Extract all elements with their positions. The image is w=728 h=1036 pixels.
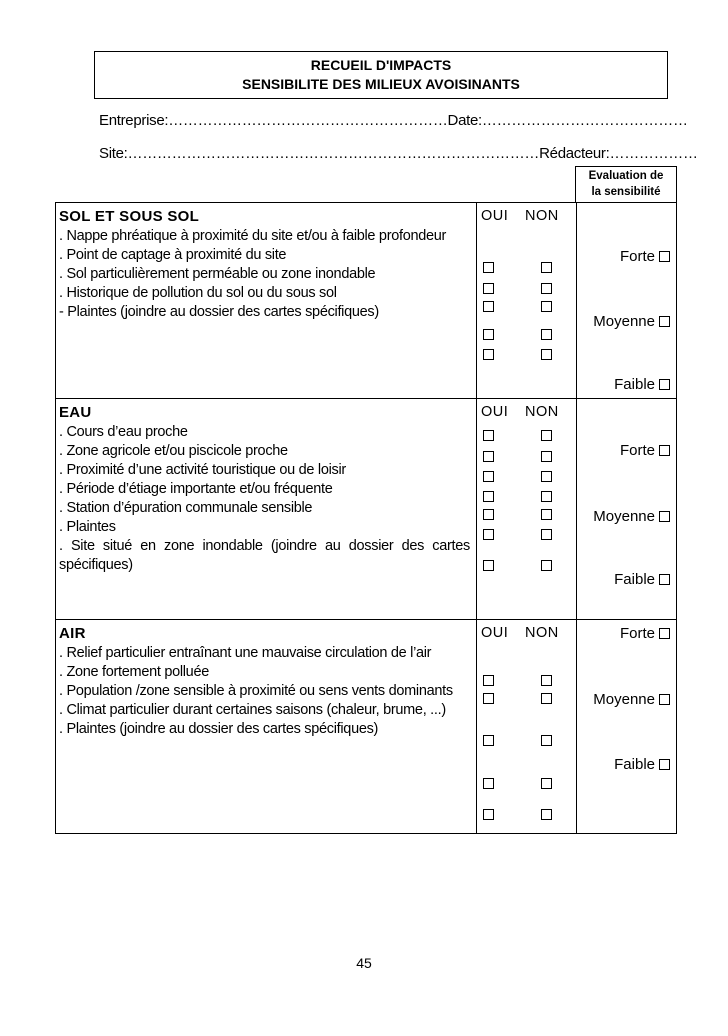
checkbox-oui[interactable] [483,735,494,746]
eval-forte[interactable]: Forte [620,248,670,265]
checkbox-oui[interactable] [483,451,494,462]
redacteur-field[interactable]: ……………… [609,145,698,162]
checkbox-oui[interactable] [483,329,494,340]
checkbox-oui[interactable] [483,471,494,482]
checkbox-non[interactable] [541,675,552,686]
yes-no-column [476,203,576,398]
eval-moyenne[interactable]: Moyenne [593,313,670,330]
section-title: EAU [59,404,92,421]
section-sol [56,203,676,398]
checkbox-non[interactable] [541,430,552,441]
date-field[interactable]: …………………………………… [481,112,688,129]
checkbox-non[interactable] [541,471,552,482]
checkbox-non[interactable] [541,693,552,704]
non-label: NON [525,208,559,224]
checkbox-oui[interactable] [483,675,494,686]
entreprise-field[interactable]: ………………………………………………… [168,112,448,129]
eval-forte[interactable]: Forte [620,625,670,642]
checkbox-oui[interactable] [483,301,494,312]
checkbox-non[interactable] [541,809,552,820]
checkbox-non[interactable] [541,560,552,571]
criterion: . Zone fortement polluée [59,664,209,680]
checkbox-moyenne[interactable] [659,694,670,705]
redacteur-label: Rédacteur: [539,145,610,162]
section-title: SOL ET SOUS SOL [59,208,200,225]
section-air [56,619,676,833]
checkbox-oui[interactable] [483,491,494,502]
site-label: Site: [99,145,128,162]
evaluation-column [576,399,676,619]
section-title: AIR [59,625,86,642]
title-line-1: RECUEIL D'IMPACTS [310,57,452,73]
checkbox-oui[interactable] [483,283,494,294]
checkbox-oui[interactable] [483,529,494,540]
checkbox-forte[interactable] [659,251,670,262]
checkbox-faible[interactable] [659,574,670,585]
checkbox-moyenne[interactable] [659,511,670,522]
checkbox-oui[interactable] [483,560,494,571]
oui-label: OUI [481,625,509,641]
evaluation-column [576,203,676,398]
checkbox-faible[interactable] [659,379,670,390]
checkbox-oui[interactable] [483,430,494,441]
section-eau [56,398,676,619]
checkbox-moyenne[interactable] [659,316,670,327]
checkbox-non[interactable] [541,301,552,312]
meta-line-site-redacteur [99,145,698,162]
criterion: . Climat particulier durant certaines saisons (chaleur, brume, ...) [59,702,446,718]
checkbox-oui[interactable] [483,349,494,360]
criterion: . Plaintes (joindre au dossier des cartes spécifiques) [59,721,379,737]
entreprise-label: Entreprise: [99,112,169,129]
checkbox-oui[interactable] [483,778,494,789]
checkbox-forte[interactable] [659,445,670,456]
checkbox-non[interactable] [541,529,552,540]
eval-moyenne[interactable]: Moyenne [593,691,670,708]
yes-no-column [476,620,576,833]
criterion: . Nappe phréatique à proximité du site et/ou à faible profondeur [59,228,447,244]
eval-forte[interactable]: Forte [620,442,670,459]
meta-line-entreprise-date [99,112,688,129]
checkbox-oui[interactable] [483,262,494,273]
checkbox-non[interactable] [541,283,552,294]
sensitivity-table [55,202,677,834]
checkbox-non[interactable] [541,491,552,502]
eval-faible[interactable]: Faible [614,376,670,393]
checkbox-faible[interactable] [659,759,670,770]
checkbox-oui[interactable] [483,509,494,520]
section-description [56,620,476,833]
yes-no-column [476,399,576,619]
checkbox-non[interactable] [541,451,552,462]
checkbox-forte[interactable] [659,628,670,639]
eval-faible[interactable]: Faible [614,571,670,588]
criterion: . Population /zone sensible à proximité ou sens vents dominants [59,683,453,699]
criterion: . Relief particulier entraînant une mauvaise circulation de l’air [59,645,432,661]
evaluation-header: Evaluation de la sensibilité [575,166,677,202]
checkbox-oui[interactable] [483,693,494,704]
criterion: . Proximité d’une activité touristique ou de loisir [59,462,346,478]
criterion: . Cours d’eau proche [59,424,188,440]
criterion: . Sol particulièrement perméable ou zone inondable [59,266,376,282]
title-line-2: SENSIBILITE DES MILIEUX AVOISINANTS [242,76,520,92]
criterion: . Période d’étiage importante et/ou fréquente [59,481,333,497]
evaluation-column [576,620,676,833]
checkbox-non[interactable] [541,262,552,273]
checkbox-non[interactable] [541,735,552,746]
criterion: . Plaintes [59,519,116,535]
non-label: NON [525,404,559,420]
criterion: . Historique de pollution du sol ou du sous sol [59,285,337,301]
date-label: Date: [447,112,482,129]
eval-moyenne[interactable]: Moyenne [593,508,670,525]
section-description [56,203,476,398]
oui-label: OUI [481,404,509,420]
section-description [56,399,476,619]
checkbox-non[interactable] [541,349,552,360]
eval-faible[interactable]: Faible [614,756,670,773]
criterion: . Site situé en zone inondable (joindre au dossier des cartes spécifiques) [59,538,470,573]
criterion: . Point de captage à proximité du site [59,247,287,263]
site-field[interactable]: ………………………………………………………………………… [127,145,540,162]
criterion: - Plaintes (joindre au dossier des cartes spécifiques) [59,304,379,320]
criterion: . Station d’épuration communale sensible [59,500,313,516]
oui-label: OUI [481,208,509,224]
page-number: 45 [356,955,372,971]
checkbox-non[interactable] [541,509,552,520]
criterion: . Zone agricole et/ou piscicole proche [59,443,288,459]
checkbox-oui[interactable] [483,809,494,820]
checkbox-non[interactable] [541,778,552,789]
checkbox-non[interactable] [541,329,552,340]
non-label: NON [525,625,559,641]
document-title-box [94,51,668,99]
